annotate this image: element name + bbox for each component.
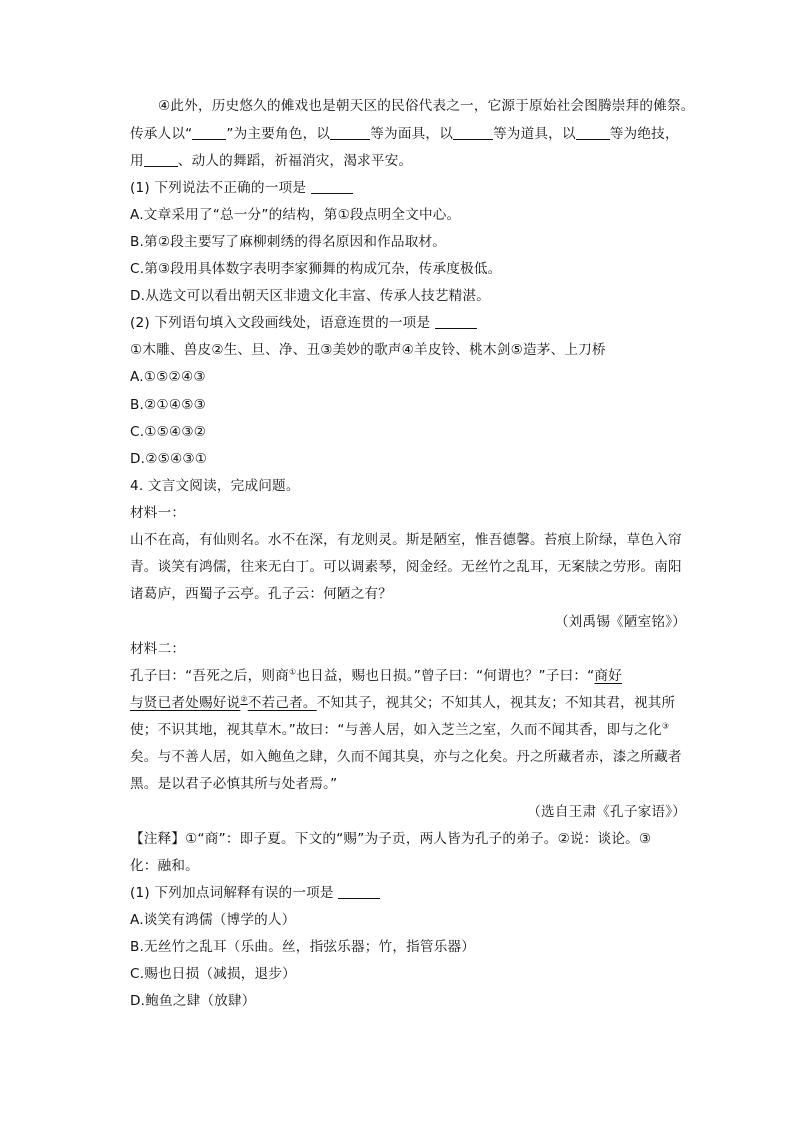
material-2-line-5: 黑。是以君子必慎其所与处者焉。” bbox=[130, 776, 338, 792]
material-1-line-1: 山不在高，有仙则名。水不在深，有龙则灵。斯是陋室，惟吾德馨。苔痕上阶绿，草色入帘 bbox=[130, 532, 682, 548]
question-1-option-a: A.文章采用了“总一分”的结构，第①段点明全文中心。 bbox=[130, 207, 461, 223]
answer-blank bbox=[192, 125, 226, 140]
notes-line-1: 【注释】①“商”：即子夏。下文的“赐”为子贡，两人皆为孔子的弟子。②说：谈论。③ bbox=[130, 831, 652, 847]
answer-blank bbox=[330, 125, 370, 140]
material-1-source: （刘禹锡《陋室铭》） bbox=[554, 614, 686, 630]
answer-blank bbox=[453, 125, 493, 140]
footnote-mark: ① bbox=[288, 667, 297, 677]
paragraph-4-line-1: ④此外，历史悠久的傩戏也是朝天区的民俗代表之一，它源于原始社会图腾崇拜的傩祭。 bbox=[158, 98, 695, 114]
question-2-option-a: A.①⑤②④③ bbox=[130, 369, 206, 385]
footnote-mark: ③ bbox=[661, 721, 670, 731]
question-2-option-c: C.①⑤④③② bbox=[130, 424, 207, 440]
question-3-option-c: C.赐也日损（减损，退步） bbox=[130, 966, 296, 982]
underlined-phrase: 与贤已者处赐好说 bbox=[130, 695, 241, 711]
question-2-option-d: D.②⑤④③① bbox=[130, 451, 208, 467]
question-1-option-d: D.从选文可以看出朝天区非遗文化丰富、传承人技艺精湛。 bbox=[130, 288, 491, 304]
material-2-line-2: 与贤已者处赐好说②不若己者。不知其子，视其父；不知其人，视其友；不知其君，视其所 bbox=[130, 694, 676, 711]
paragraph-4-line-3: 用 、动人的舞蹈，祈福消灾，渴求平安。 bbox=[130, 153, 413, 169]
question-1-option-c: C.第③段用具体数字表明李家狮舞的构成冗杂，传承度极低。 bbox=[130, 261, 502, 277]
footnote-mark: ② bbox=[240, 694, 248, 704]
notes-line-2: 化：融和。 bbox=[130, 858, 199, 874]
underlined-phrase: 商好 bbox=[594, 668, 622, 684]
material-1-line-2: 青。谈笑有鸿儒，往来无白丁。可以调素琴，阅金经。无丝竹之乱耳，无案牍之劳形。南阳 bbox=[130, 559, 682, 575]
question-3-option-a: A.谈笑有鸿儒（博学的人） bbox=[130, 912, 296, 928]
underlined-phrase: 不若己者。 bbox=[247, 695, 317, 711]
answer-blank bbox=[435, 314, 477, 329]
section-4-title: 4. 文言文阅读，完成问题。 bbox=[130, 478, 300, 494]
material-1-label: 材料一： bbox=[130, 505, 186, 521]
answer-blank bbox=[311, 179, 353, 194]
question-3-option-b: B.无丝竹之乱耳（乐曲。丝，指弦乐器；竹，指管乐器） bbox=[130, 939, 476, 955]
material-2-source: （选自王肃《孔子家语》） bbox=[527, 804, 686, 820]
material-2-line-1: 孔子曰：“吾死之后，则商①也日益，赐也日损。”曾子曰：“何谓也？”子曰：“商好 bbox=[130, 667, 622, 684]
question-2-items: ①木雕、兽皮②生、旦、净、丑③美妙的歌声④羊皮铃、桃木剑⑤造茅、上刀桥 bbox=[130, 342, 606, 358]
material-2-line-3: 使；不识其地，视其草木。”故曰：“与善人居，如入芝兰之室，久而不闻其香，即与之化③ bbox=[130, 721, 670, 738]
question-2-option-b: B.②①④⑤③ bbox=[130, 397, 206, 413]
answer-blank bbox=[576, 125, 610, 140]
question-3-option-d: D.鲍鱼之肆（放肆） bbox=[130, 993, 256, 1009]
material-1-line-3: 诸葛庐，西蜀子云亭。孔子云：何陋之有？ bbox=[130, 586, 393, 602]
question-1-option-b: B.第②段主要写了麻柳刺绣的得名原因和作品取材。 bbox=[130, 234, 447, 250]
paragraph-4-line-2: 传承人以“ ”为主要角色，以 等为面具，以 等为道具，以 等为绝技， bbox=[130, 126, 679, 142]
material-2-label: 材料二： bbox=[130, 641, 186, 657]
question-2-stem: (2) 下列语句填入文段画线处，语意连贯的一项是 bbox=[130, 313, 700, 333]
answer-blank bbox=[144, 152, 178, 167]
answer-blank bbox=[338, 884, 380, 899]
material-2-line-4: 矣。与不善人居，如入鲍鱼之肆，久而不闻其臭，亦与之化矣。丹之所藏者赤，漆之所藏者 bbox=[130, 749, 682, 765]
question-1-stem: (1) 下列说法不正确的一项是 bbox=[130, 178, 700, 198]
question-3-stem: (1) 下列加点词解释有误的一项是 bbox=[130, 883, 700, 903]
